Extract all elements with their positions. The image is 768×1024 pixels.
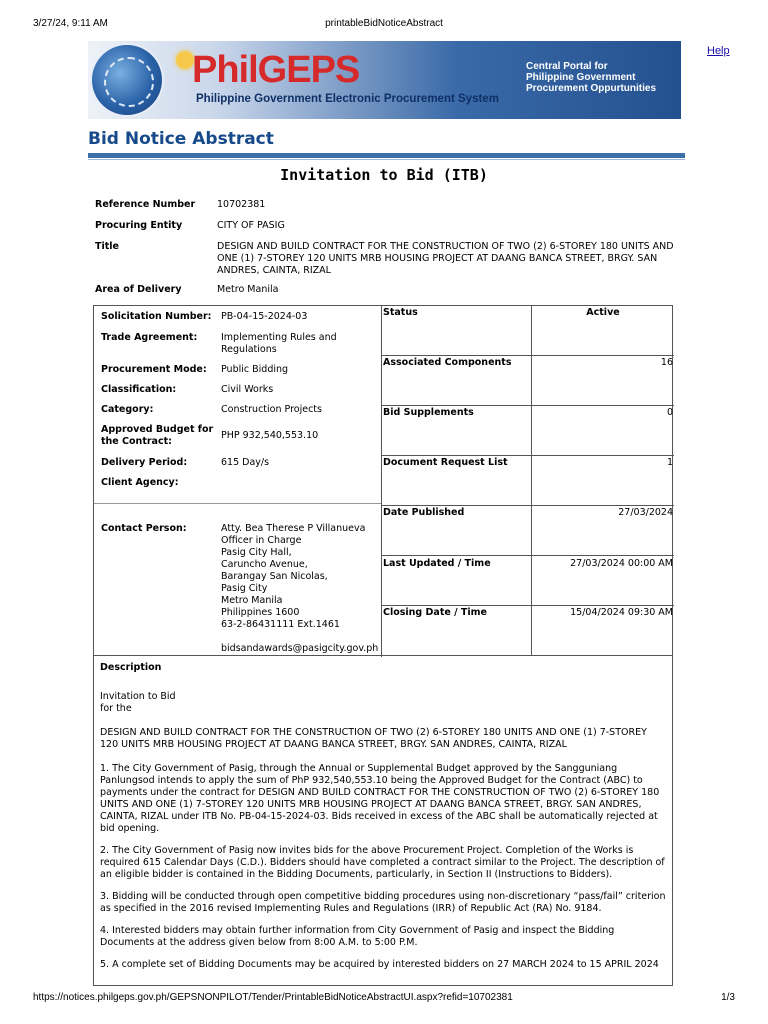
notice-details-table xyxy=(93,305,673,656)
title-divider xyxy=(88,153,685,158)
delivery-period-label: Delivery Period: xyxy=(101,457,188,468)
print-page-number: 1/3 xyxy=(721,992,735,1003)
classification-label: Classification: xyxy=(101,384,177,395)
category-value: Construction Projects xyxy=(221,404,322,415)
date-published-label: Date Published xyxy=(383,507,465,518)
brand-subtitle: Philippine Government Electronic Procurement System xyxy=(196,93,499,105)
contact-barangay: Barangay San Nicolas, xyxy=(221,571,328,582)
reference-number-value: 10702381 xyxy=(217,199,266,210)
contact-phone: 63-2-86431111 Ext.1461 xyxy=(221,619,340,630)
contact-address: Pasig City Hall, Caruncho Avenue, xyxy=(221,547,308,570)
description-paragraph-1: 1. The City Government of Pasig, through the Annual or Supplemental Budget approved by the Sangguniang Panlungsod intends to apply the sum of PhP 932,540,553.10 being the Approved Budget for the Contract (ABC) to payments under the contract for DESIGN AND BUILD CONTRACT FOR THE CONSTRUCTION OF TWO (2) 6-STOREY 180 UNITS AND ONE (1) 7-STOREY 120 UNITS MRB HOUSING PROJECT AT DAANG BANCA STREET, BRGY. SAN ANDRES, CAINTA, RIZAL under ITB No. PB-04-15-2024-03. Bids received in excess of the ABC shall be automatically rejected at bid opening. xyxy=(100,763,660,834)
contact-name: Atty. Bea Therese P Villanueva xyxy=(221,523,366,534)
help-link[interactable]: Help xyxy=(707,45,730,57)
area-of-delivery-value: Metro Manila xyxy=(217,284,279,295)
document-request-list-label: Document Request List xyxy=(383,457,508,468)
bid-supplements-value: 0 xyxy=(666,407,673,418)
description-intro-line-2: for the xyxy=(100,703,132,714)
procuring-entity-label: Procuring Entity xyxy=(95,220,183,231)
notice-title: Invitation to Bid (ITB) xyxy=(280,166,488,184)
contact-country: Philippines 1600 xyxy=(221,607,300,618)
philgeps-banner xyxy=(88,41,681,119)
status-label: Status xyxy=(383,307,418,318)
contact-city: Pasig City xyxy=(221,583,268,594)
contact-email: bidsandawards@pasigcity.gov.ph xyxy=(221,643,379,654)
philgeps-globe-seal-icon xyxy=(92,45,162,115)
procurement-mode-value: Public Bidding xyxy=(221,364,289,375)
reference-number-label: Reference Number xyxy=(95,199,196,210)
portal-tagline: Central Portal for Philippine Government Procurement Oppurtunities xyxy=(526,61,657,94)
solicitation-value: PB-04-15-2024-03 xyxy=(221,311,308,322)
title-label: Title xyxy=(95,241,119,252)
print-date: 3/27/24, 9:11 AM xyxy=(33,18,108,29)
delivery-period-value: 615 Day/s xyxy=(221,457,270,468)
description-paragraph-4: 4. Interested bidders may obtain further information from City Government of Pasig and inspect the Bidding Documents at the address given below from 8:00 A.M. to 5:00 P.M. xyxy=(100,925,615,948)
print-footer xyxy=(33,992,735,1006)
closing-date-label: Closing Date / Time xyxy=(383,607,487,618)
last-updated-value: 27/03/2024 00:00 AM xyxy=(570,558,673,569)
client-agency-label: Client Agency: xyxy=(101,477,179,488)
bid-supplements-label: Bid Supplements xyxy=(383,407,474,418)
associated-components-label: Associated Components xyxy=(383,357,512,368)
trade-agreement-value: Implementing Rules and Regulations xyxy=(221,332,337,355)
contact-person-label: Contact Person: xyxy=(101,523,187,534)
procuring-entity-value: CITY OF PASIG xyxy=(217,220,285,231)
description-heading: Description xyxy=(100,662,162,673)
print-header xyxy=(33,18,735,32)
approved-budget-label: Approved Budget for the Contract: xyxy=(101,424,214,447)
contact-region: Metro Manila xyxy=(221,595,283,606)
description-paragraph-2: 2. The City Government of Pasig now invites bids for the above Procurement Project. Completion of the Works is required 615 Calendar Days (C.D.). Bidders should have completed a contract similar to the Project. The description of an eligible bidder is contained in the Bidding Documents, particularly, in Section II (Instructions to Bidders). xyxy=(100,845,665,880)
procurement-mode-label: Procurement Mode: xyxy=(101,364,207,375)
date-published-value: 27/03/2024 xyxy=(618,507,673,518)
description-section xyxy=(93,656,673,986)
print-page-title: printableBidNoticeAbstract xyxy=(325,18,443,29)
trade-agreement-label: Trade Agreement: xyxy=(101,332,198,343)
approved-budget-value: PHP 932,540,553.10 xyxy=(221,430,319,441)
description-paragraph-5: 5. A complete set of Bidding Documents may be acquired by interested bidders on 27 MARCH 2024 to 15 APRIL 2024 xyxy=(100,959,659,970)
solicitation-label: Solicitation Number: xyxy=(101,311,212,322)
closing-date-value: 15/04/2024 09:30 AM xyxy=(570,607,673,618)
category-label: Category: xyxy=(101,404,154,415)
contact-person-block xyxy=(221,523,379,655)
page-title: Bid Notice Abstract xyxy=(88,129,274,149)
print-url: https://notices.philgeps.gov.ph/GEPSNONPILOT/Tender/PrintableBidNoticeAbstractUI.aspx?refid=10702381 xyxy=(33,992,513,1003)
description-project: DESIGN AND BUILD CONTRACT FOR THE CONSTRUCTION OF TWO (2) 6-STOREY 180 UNITS AND ONE (1) 7-STOREY 120 UNITS MRB HOUSING PROJECT AT DAANG BANCA STREET, BRGY. SAN ANDRES, CAINTA, RIZAL xyxy=(100,727,647,750)
title-divider-thin xyxy=(88,159,685,160)
contact-role: Officer in Charge xyxy=(221,535,302,546)
area-of-delivery-label: Area of Delivery xyxy=(95,284,182,295)
description-paragraph-3: 3. Bidding will be conducted through open competitive bidding procedures using non-discretionary “pass/fail” criterion as specified in the 2016 revised Implementing Rules and Regulations (IRR) of Republic Act (RA) No. 9184. xyxy=(100,891,666,914)
associated-components-value: 16 xyxy=(660,357,673,368)
document-request-list-value: 1 xyxy=(666,457,673,468)
status-value: Active xyxy=(586,307,620,318)
last-updated-label: Last Updated / Time xyxy=(383,558,491,569)
classification-value: Civil Works xyxy=(221,384,274,395)
description-intro-line-1: Invitation to Bid xyxy=(100,691,176,702)
title-value: DESIGN AND BUILD CONTRACT FOR THE CONSTRUCTION OF TWO (2) 6-STOREY 180 UNITS AND ONE (1) 7-STOREY 120 UNITS MRB HOUSING PROJECT AT DAANG BANCA STREET, BRGY. SAN ANDRES, CAINTA, RIZAL xyxy=(217,241,674,276)
brand-logo-text: PhilGEPS xyxy=(192,49,360,91)
